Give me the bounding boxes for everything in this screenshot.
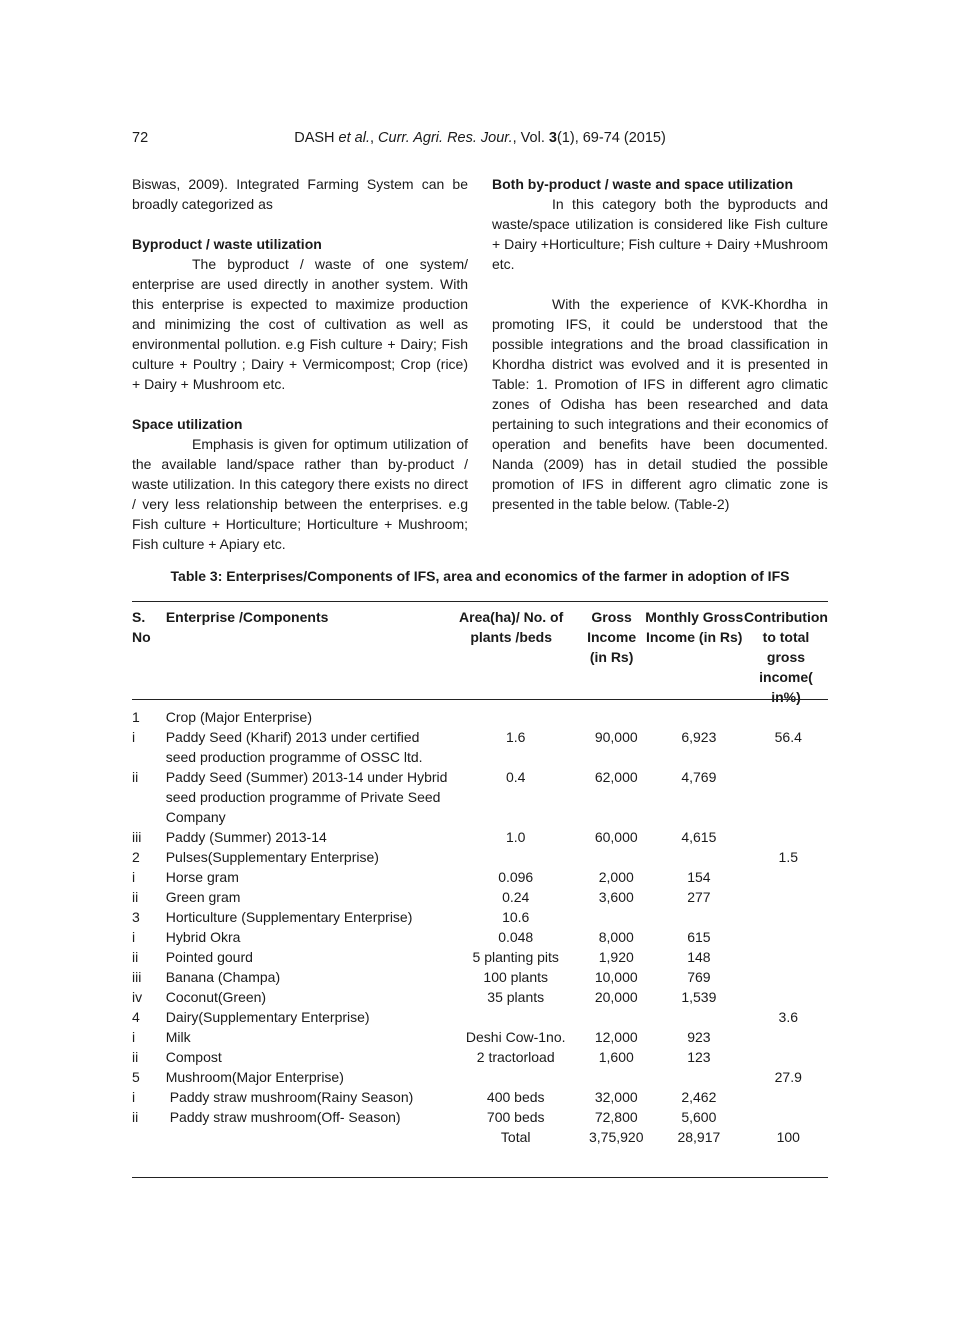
cell-name: Green gram bbox=[165, 889, 241, 905]
cell-area: Deshi Cow-1no. bbox=[465, 1029, 566, 1045]
total-empty-cell bbox=[132, 1127, 166, 1147]
cell-area bbox=[448, 1007, 583, 1027]
byproduct-paragraph: The byproduct / waste of one system/ enterprise are used directly in another system. With this enterprise is expected to maximize production and minimizing the cost of cultivation as well as environmental pollution. e.g Fish culture + Dairy; Fish culture + Poultry ; Dairy + Vermicompost; Crop (rice) + Dairy + Mushroom etc. bbox=[132, 256, 468, 392]
header-monthly: Monthly Gross Income (in Rs) bbox=[645, 609, 744, 645]
total-label: Total bbox=[500, 1129, 531, 1145]
page-number: 72 bbox=[132, 130, 149, 146]
space-paragraph: Emphasis is given for optimum utilization of the available land/space rather than by-product / waste utilization. In this category there exists no direct / very less relationship between the enterprises. e.g Fish culture + Horticulture; Horticulture + Mushroom; Fish culture + Apiary etc. bbox=[132, 436, 468, 552]
cell-contrib bbox=[749, 887, 828, 907]
cell-monthly: 923 bbox=[687, 1029, 711, 1045]
cell-area: 700 beds bbox=[486, 1109, 545, 1125]
cell-gross bbox=[583, 1067, 649, 1087]
cell-sno: ii bbox=[132, 769, 139, 785]
running-head-journal: Curr. Agri. Res. Jour. bbox=[378, 130, 513, 146]
cell-sno: iii bbox=[132, 829, 142, 845]
cell-area: 0.048 bbox=[498, 929, 534, 945]
cell-area: 1.0 bbox=[505, 829, 526, 845]
cell-gross: 3,600 bbox=[598, 889, 634, 905]
cell-contrib bbox=[749, 767, 828, 827]
cell-gross bbox=[583, 847, 649, 867]
header-area: Area(ha)/ No. of plants /beds bbox=[459, 609, 564, 645]
both-paragraph: In this category both the byproducts and waste/space utilization is considered like Fish culture + Dairy +Horticulture; Fish culture + Dairy +Mushroom etc. bbox=[492, 196, 828, 272]
cell-gross bbox=[583, 907, 649, 927]
cell-monthly bbox=[649, 707, 748, 727]
cell-sno: ii bbox=[132, 1049, 139, 1065]
cell-contrib bbox=[749, 967, 828, 987]
table-row bbox=[132, 1047, 828, 1067]
table-row bbox=[132, 887, 828, 907]
intro-paragraph: Biswas, 2009). Integrated Farming System can be broadly categorized as bbox=[132, 176, 468, 212]
cell-monthly: 5,600 bbox=[681, 1109, 717, 1125]
cell-monthly: 769 bbox=[687, 969, 711, 985]
table-row bbox=[132, 727, 828, 767]
table-row bbox=[132, 867, 828, 887]
cell-area: 2 tractorload bbox=[476, 1049, 555, 1065]
cell-area: 0.096 bbox=[498, 869, 534, 885]
cell-name: Pulses(Supplementary Enterprise) bbox=[165, 849, 379, 865]
cell-area bbox=[448, 707, 583, 727]
table-body bbox=[132, 707, 828, 1147]
cell-gross: 62,000 bbox=[594, 769, 638, 785]
cell-monthly bbox=[649, 847, 748, 867]
table-row bbox=[132, 847, 828, 867]
table-header bbox=[132, 607, 828, 707]
table-row bbox=[132, 827, 828, 847]
cell-gross: 90,000 bbox=[594, 729, 638, 745]
cell-sno: iii bbox=[132, 969, 142, 985]
table-top-rule bbox=[132, 601, 828, 602]
cell-name: Paddy Seed (Summer) 2013-14 under Hybrid seed production programme of Private Seed Company bbox=[165, 769, 448, 825]
cell-gross: 20,000 bbox=[594, 989, 638, 1005]
cell-monthly: 154 bbox=[687, 869, 711, 885]
cell-sno: i bbox=[132, 869, 136, 885]
cell-gross: 10,000 bbox=[594, 969, 638, 985]
table-row bbox=[132, 707, 828, 727]
table-row bbox=[132, 1087, 828, 1107]
table-row bbox=[132, 967, 828, 987]
table-row bbox=[132, 927, 828, 947]
cell-monthly: 4,769 bbox=[681, 769, 717, 785]
cell-gross: 2,000 bbox=[598, 869, 634, 885]
cell-name: Paddy Seed (Kharif) 2013 under certified seed production programme of OSSC ltd. bbox=[165, 729, 423, 765]
cell-name: Horse gram bbox=[165, 869, 239, 885]
table-row bbox=[132, 907, 828, 927]
cell-name: Coconut(Green) bbox=[165, 989, 267, 1005]
table-row bbox=[132, 1027, 828, 1047]
cell-contrib bbox=[749, 1107, 828, 1127]
cell-gross: 60,000 bbox=[594, 829, 638, 845]
cell-contrib: 3.6 bbox=[778, 1009, 798, 1025]
cell-gross: 12,000 bbox=[594, 1029, 638, 1045]
running-head-issue: (1), 69-74 (2015) bbox=[556, 130, 666, 146]
cell-contrib bbox=[749, 1027, 828, 1047]
cell-sno: 3 bbox=[132, 909, 140, 925]
header-gross: Gross Income (in Rs) bbox=[587, 609, 637, 665]
cell-gross: 72,800 bbox=[594, 1109, 638, 1125]
table-row bbox=[132, 1107, 828, 1127]
cell-contrib bbox=[749, 867, 828, 887]
cell-monthly: 4,615 bbox=[681, 829, 717, 845]
cell-sno: 4 bbox=[132, 1009, 140, 1025]
cell-contrib bbox=[749, 827, 828, 847]
section-heading-space: Space utilization bbox=[132, 416, 243, 432]
cell-monthly bbox=[649, 907, 748, 927]
total-monthly: 28,917 bbox=[677, 1129, 721, 1145]
cell-contrib bbox=[749, 947, 828, 967]
left-column bbox=[132, 174, 468, 554]
cell-monthly: 2,462 bbox=[681, 1089, 717, 1105]
header-sno: S. No bbox=[132, 609, 151, 645]
running-head-author: DASH bbox=[294, 130, 335, 146]
table-row bbox=[132, 1007, 828, 1027]
cell-name: Paddy (Summer) 2013-14 bbox=[165, 829, 327, 845]
running-head-vol-label: Vol. bbox=[520, 130, 545, 146]
cell-monthly: 277 bbox=[687, 889, 711, 905]
cell-name: Hybrid Okra bbox=[165, 929, 241, 945]
cell-contrib bbox=[749, 1087, 828, 1107]
total-contrib: 100 bbox=[776, 1129, 800, 1145]
cell-sno: i bbox=[132, 729, 136, 745]
cell-sno: 5 bbox=[132, 1069, 140, 1085]
cell-contrib: 56.4 bbox=[774, 729, 802, 745]
cell-sno: i bbox=[132, 929, 136, 945]
kvk-paragraph: With the experience of KVK-Khordha in promoting IFS, it could be understood that the possible integrations and the broad classification in Khordha district was evolved and it is presented in Table: 1. Promotion of IFS in different agro climatic zones of Odisha has been researched and data pertaining to such integrations and their economics of operation and benefits have been documented. Nanda (2009) has in detail studied the possible promotion of IFS in different agro climatic zone is presented in the table below. (Table-2) bbox=[492, 296, 828, 512]
header-enterprise: Enterprise /Components bbox=[165, 609, 329, 625]
cell-name: Paddy straw mushroom(Off- Season) bbox=[169, 1109, 401, 1125]
cell-area: 0.4 bbox=[505, 769, 526, 785]
cell-sno: i bbox=[132, 1089, 136, 1105]
cell-gross: 8,000 bbox=[598, 929, 634, 945]
running-head-etal: et al. bbox=[338, 130, 370, 146]
cell-monthly: 148 bbox=[687, 949, 711, 965]
cell-gross: 1,920 bbox=[598, 949, 634, 965]
cell-name: Pointed gourd bbox=[165, 949, 253, 965]
table-row bbox=[132, 767, 828, 827]
cell-name: Mushroom(Major Enterprise) bbox=[165, 1069, 344, 1085]
cell-name: Crop (Major Enterprise) bbox=[165, 709, 312, 725]
cell-gross: 32,000 bbox=[594, 1089, 638, 1105]
cell-name: Banana (Champa) bbox=[165, 969, 281, 985]
cell-area bbox=[448, 1067, 583, 1087]
cell-sno: 1 bbox=[132, 709, 140, 725]
table-header-rule bbox=[132, 699, 828, 700]
cell-gross bbox=[583, 707, 649, 727]
cell-sno: ii bbox=[132, 889, 139, 905]
cell-monthly: 123 bbox=[687, 1049, 711, 1065]
cell-monthly: 615 bbox=[687, 929, 711, 945]
cell-area: 0.24 bbox=[502, 889, 530, 905]
cell-contrib: 27.9 bbox=[774, 1069, 802, 1085]
cell-monthly bbox=[649, 1067, 748, 1087]
cell-contrib bbox=[749, 987, 828, 1007]
cell-monthly bbox=[649, 1007, 748, 1027]
cell-name: Dairy(Supplementary Enterprise) bbox=[165, 1009, 370, 1025]
cell-area: 100 plants bbox=[483, 969, 549, 985]
total-gross: 3,75,920 bbox=[589, 1129, 644, 1145]
cell-contrib: 1.5 bbox=[778, 849, 798, 865]
cell-name: Compost bbox=[165, 1049, 222, 1065]
running-head: DASH et al., Curr. Agri. Res. Jour., Vol. 3(1), 69-74 (2015) bbox=[294, 130, 666, 146]
cell-area: 400 beds bbox=[486, 1089, 545, 1105]
cell-area bbox=[448, 847, 583, 867]
cell-area: 5 planting pits bbox=[472, 949, 559, 965]
total-empty-cell bbox=[166, 1127, 448, 1147]
header-contribution: Contribution to total gross income( in%) bbox=[743, 609, 828, 705]
cell-area: 10.6 bbox=[502, 909, 530, 925]
table-row bbox=[132, 947, 828, 967]
section-heading-both: Both by-product / waste and space utilization bbox=[492, 176, 794, 192]
table-row bbox=[132, 1067, 828, 1087]
cell-sno: iv bbox=[132, 989, 143, 1005]
table-total-row bbox=[132, 1127, 828, 1147]
cell-gross bbox=[583, 1007, 649, 1027]
cell-name: Milk bbox=[165, 1029, 191, 1045]
cell-name: Paddy straw mushroom(Rainy Season) bbox=[169, 1089, 414, 1105]
section-heading-byproduct: Byproduct / waste utilization bbox=[132, 236, 322, 252]
cell-contrib bbox=[749, 927, 828, 947]
cell-gross: 1,600 bbox=[598, 1049, 634, 1065]
cell-name: Horticulture (Supplementary Enterprise) bbox=[165, 909, 413, 925]
table-row bbox=[132, 987, 828, 1007]
cell-sno: i bbox=[132, 1029, 136, 1045]
cell-monthly: 1,539 bbox=[681, 989, 717, 1005]
cell-area: 1.6 bbox=[505, 729, 526, 745]
cell-sno: ii bbox=[132, 1109, 139, 1125]
cell-area: 35 plants bbox=[487, 989, 545, 1005]
cell-sno: 2 bbox=[132, 849, 140, 865]
running-head-vol-number: 3 bbox=[548, 130, 557, 146]
cell-contrib bbox=[749, 1047, 828, 1067]
table-caption: Table 3: Enterprises/Components of IFS, area and economics of the farmer in adoption of IFS bbox=[170, 568, 790, 584]
cell-contrib bbox=[749, 907, 828, 927]
cell-sno: ii bbox=[132, 949, 139, 965]
right-column bbox=[492, 174, 828, 514]
cell-contrib bbox=[749, 707, 828, 727]
cell-monthly: 6,923 bbox=[681, 729, 717, 745]
table-bottom-rule bbox=[132, 1177, 828, 1178]
